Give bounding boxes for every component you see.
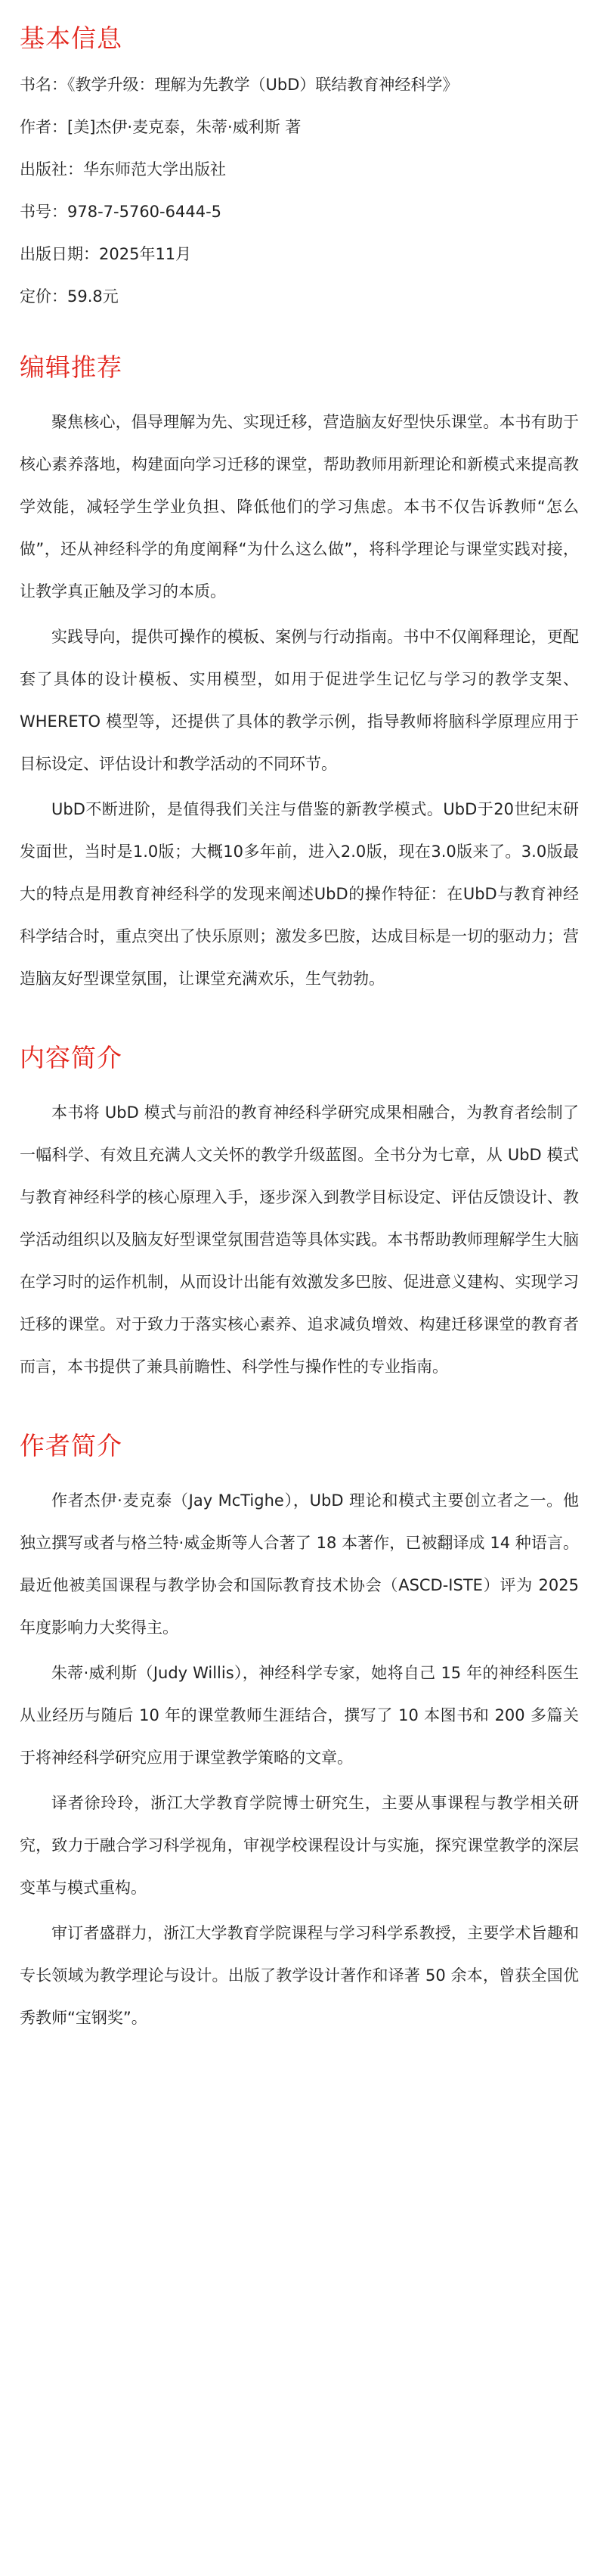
info-book-title: 书名：《教学升级：理解为先教学（UbD）联结教育神经科学》 — [20, 75, 459, 94]
info-pub-date: 出版日期：2025年11月 — [20, 244, 192, 263]
basic-info-heading: 基本信息 — [20, 23, 122, 53]
recommendation-paragraph: 实践导向，提供可操作的模板、案例与行动指南。书中不仅阐释理论，更配套了具体的设计模板、实用模型，如用于促进学生记忆与学习的教学支架、WHERETO 模型等，还提供了具体的教学示例，指导教师将脑科学原理应用于目标设定、评估设计和教学活动的不同环节。 — [20, 627, 579, 773]
info-authors: 作者：[美]杰伊·麦克泰，朱蒂·威利斯 著 — [20, 117, 302, 136]
editor-recommendation-heading: 编辑推荐 — [20, 352, 122, 382]
author-paragraph: 朱蒂·威利斯（Judy Willis），神经科学专家，她将自己 15 年的神经科医生从业经历与随后 10 年的课堂教师生涯结合，撰写了 10 本图书和 200 多篇关于将神经科学研究应用于课堂教学策略的文章。 — [20, 1663, 579, 1767]
summary-paragraph: 本书将 UbD 模式与前沿的教育神经科学研究成果相融合，为教育者绘制了一幅科学、有效且充满人文关怀的教学升级蓝图。全书分为七章，从 UbD 模式与教育神经科学的核心原理入手，逐步深入到教学目标设定、评估反馈设计、教学活动组织以及脑友好型课堂氛围营造等具体实践。本书帮助教师理解学生大脑在学习时的运作机制，从而设计出能有效激发多巴胺、促进意义建构、实现学习迁移的课堂。对于致力于落实核心素养、追求减负增效、构建迁移课堂的教育者而言，本书提供了兼具前瞻性、科学性与操作性的专业指南。 — [20, 1103, 579, 1376]
info-price: 定价：59.8元 — [20, 287, 119, 306]
content-summary-section — [20, 1042, 579, 1388]
reviewer-paragraph: 审订者盛群力，浙江大学教育学院课程与学习科学系教授，主要学术旨趣和专长领域为教学理论与设计。出版了教学设计著作和译著 50 余本，曾获全国优秀教师“宝钢奖”。 — [20, 1923, 579, 2027]
author-intro-heading: 作者简介 — [20, 1430, 122, 1460]
content-summary-heading: 内容简介 — [20, 1042, 122, 1072]
recommendation-paragraph: 聚焦核心，倡导理解为先、实现迁移，营造脑友好型快乐课堂。本书有助于核心素养落地，构建面向学习迁移的课堂，帮助教师用新理论和新模式来提高教学效能，减轻学生学业负担、降低他们的学习焦虑。本书不仅告诉教师“怎么做”，还从神经科学的角度阐释“为什么这么做”，将科学理论与课堂实践对接，让教学真正触及学习的本质。 — [20, 412, 579, 601]
author-intro-section — [20, 1430, 579, 2039]
translator-paragraph: 译者徐玲玲，浙江大学教育学院博士研究生，主要从事课程与教学相关研究，致力于融合学习科学视角，审视学校课程设计与实施，探究课堂教学的深层变革与模式重构。 — [20, 1793, 579, 1897]
recommendation-paragraph: UbD不断进阶，是值得我们关注与借鉴的新教学模式。UbD于20世纪末研发面世，当时是1.0版；大概10多年前，进入2.0版，现在3.0版来了。3.0版最大的特点是用教育神经科学的发现来阐述UbD的操作特征：在UbD与教育神经科学结合时，重点突出了快乐原则；激发多巴胺，达成目标是一切的驱动力；营造脑友好型课堂氛围，让课堂充满欢乐，生气勃勃。 — [20, 799, 579, 988]
author-paragraph: 作者杰伊·麦克泰（Jay McTighe），UbD 理论和模式主要创立者之一。他独立撰写或者与格兰特·威金斯等人合著了 18 本著作，已被翻译成 14 种语言。最近他被美国课程与教学协会和国际教育技术协会（ASCD-ISTE）评为 2025 年度影响力大奖得主。 — [20, 1491, 579, 1637]
basic-info-section — [20, 23, 579, 309]
info-isbn: 书号：978-7-5760-6444-5 — [20, 202, 222, 221]
editor-recommendation-section — [20, 352, 579, 1000]
info-publisher: 出版社：华东师范大学出版社 — [20, 160, 226, 178]
